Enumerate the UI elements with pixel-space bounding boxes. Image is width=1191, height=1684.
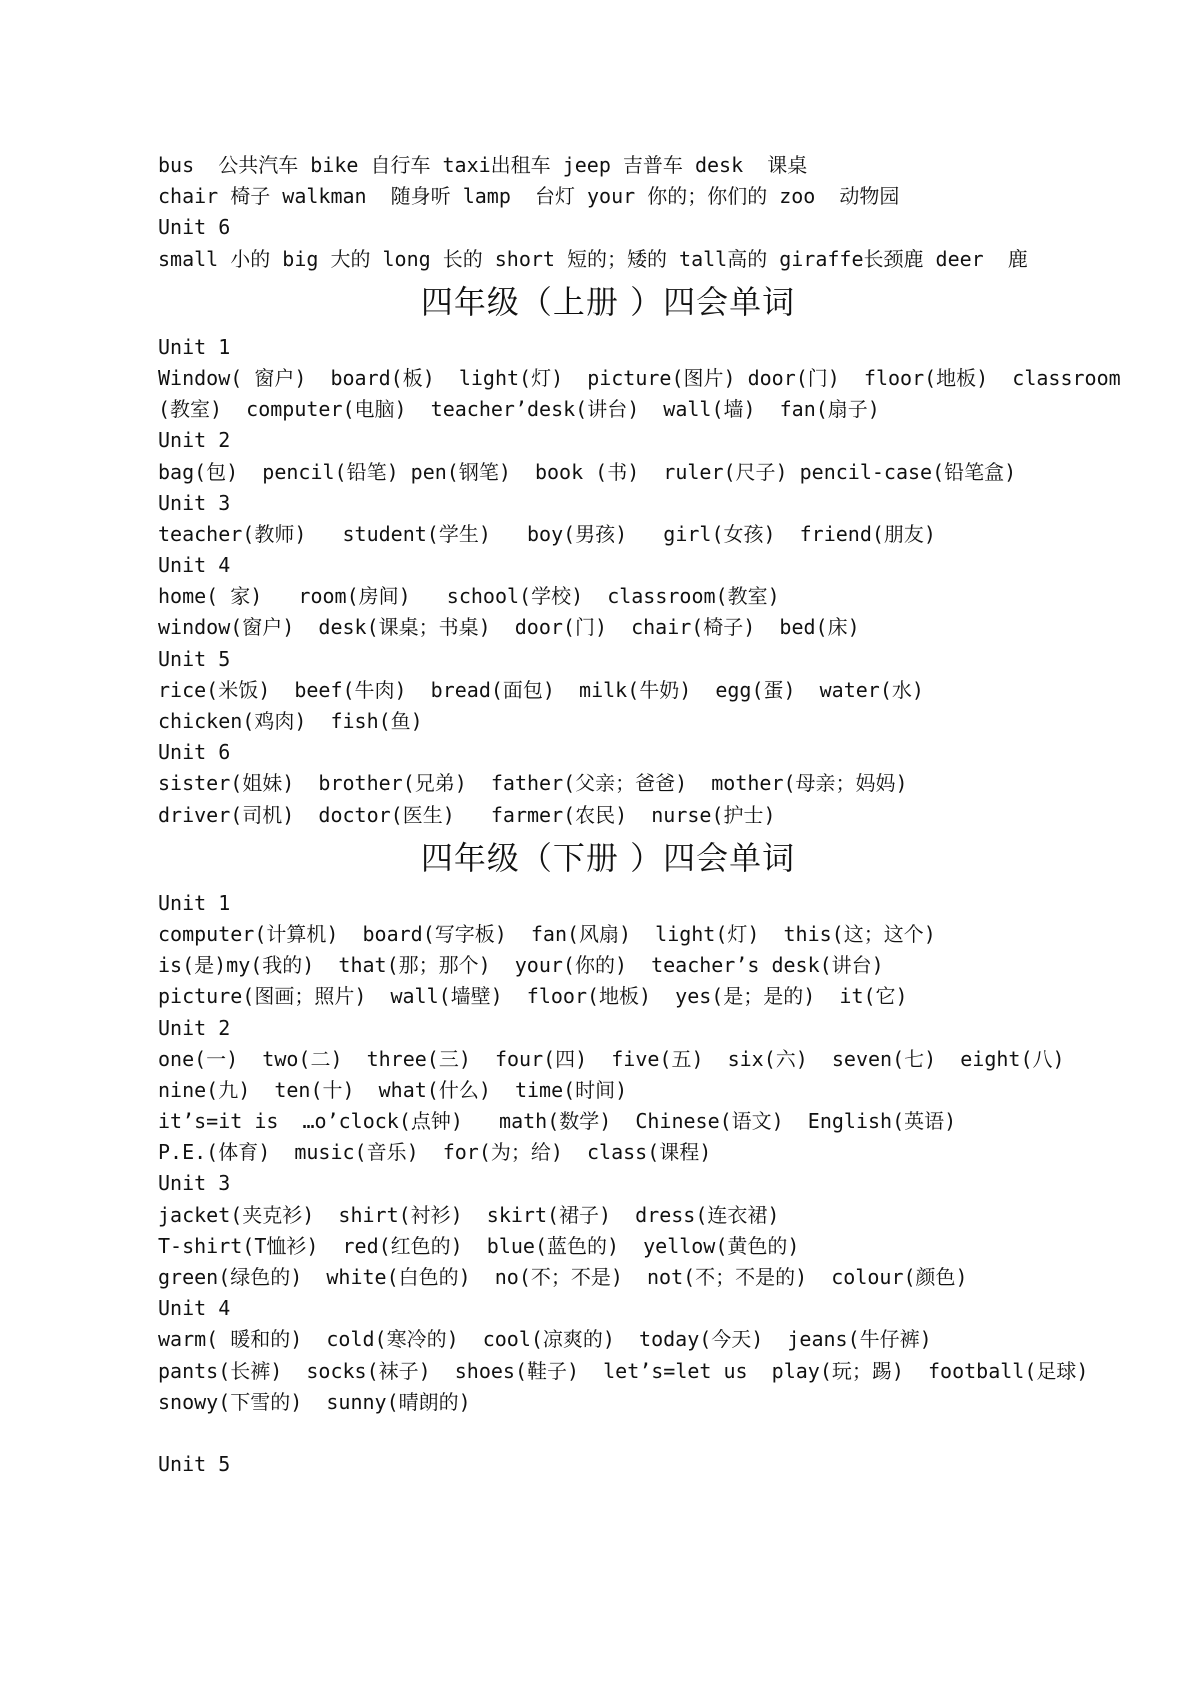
text-line: driver(司机) doctor(医生) farmer(农民) nurse(护士) [158,802,776,827]
intro-block [158,150,1058,275]
text-line: T-shirt(T恤衫) red(红色的) blue(蓝色的) yellow(黄色的) [158,1233,800,1258]
text-line: chicken(鸡肉) fish(鱼) [158,709,423,733]
unit-label: Unit 1 [158,334,231,359]
text-line: sister(姐妹) brother(兄弟) father(父亲；爸爸) mother(母亲；妈妈) [158,771,908,796]
text-line: window(窗户) desk(课桌；书桌) door(门) chair(椅子) bed(床) [158,615,860,640]
text-line: is(是)my(我的) that(那；那个) your(你的) teacher’s desk(讲台) [158,953,884,978]
unit-label: Unit 6 [158,215,231,240]
text-line: P.E.(体育) music(音乐) for(为；给) class(课程) [158,1140,712,1165]
unit-label: Unit 4 [158,553,231,578]
text-line: snowy(下雪的) sunny(晴朗的) [158,1389,471,1414]
text-line: (教室) computer(电脑) teacher’desk(讲台) wall(墙) fan(扇子) [158,397,880,422]
unit-label: Unit 1 [158,890,231,915]
text-line: nine(九) ten(十) what(什么) time(时间) [158,1077,628,1102]
text-line: picture(图画；照片) wall(墙壁) floor(地板) yes(是；是的) it(它) [158,984,908,1009]
unit-label: Unit 2 [158,1015,231,1040]
text-line: computer(计算机) board(写字板) fan(风扇) light(灯) this(这；这个) [158,921,936,946]
text-line: rice(米饭) beef(牛肉) bread(面包) milk(牛奶) egg(蛋) water(水) [158,677,924,702]
text-line: warm( 暖和的) cold(寒冷的) cool(凉爽的) today(今天) jeans(牛仔裤) [158,1327,932,1352]
unit-label: Unit 2 [158,428,231,453]
text-line: home( 家) room(房间) school(学校) classroom(教室) [158,584,780,609]
text-line: bag(包) pencil(铅笔) pen(钢笔) book (书) ruler(尺子) pencil-case(铅笔盒) [158,459,1017,484]
section-heading: 四年级（上册 ）四会单词 [420,282,796,321]
text-line: pants(长裤) socks(袜子) shoes(鞋子) let’s=let us play(玩；踢) football(足球) [158,1358,1089,1383]
text-line: bus 公共汽车 bike 自行车 taxi出租车 jeep 吉普车 desk 课桌 [158,153,808,177]
unit-label: Unit 3 [158,1171,231,1196]
section-heading: 四年级（下册 ）四会单词 [420,838,796,877]
text-line: one(一) two(二) three(三) four(四) five(五) six(六) seven(七) eight(八) [158,1046,1065,1071]
text-line: green(绿色的) white(白色的) no(不；不是) not(不；不是的) colour(颜色) [158,1265,968,1289]
text-line: Window( 窗户) board(板) light(灯) picture(图片) door(门) floor(地板) classroom [158,365,1121,390]
text-line: jacket(夹克衫) shirt(衬衫) skirt(裙子) dress(连衣裙) [158,1202,780,1227]
unit-label: Unit 5 [158,1452,231,1477]
text-line: teacher(教师) student(学生) boy(男孩) girl(女孩) friend(朋友) [158,521,936,546]
text-line: it’s=it is …o’clock(点钟) math(数学) Chinese(语文) English(英语) [158,1109,957,1134]
text-line: chair 椅子 walkman 随身听 lamp 台灯 your 你的；你们的 zoo 动物园 [158,184,900,209]
text-line: small 小的 big 大的 long 长的 short 短的；矮的 tall高的 giraffe长颈鹿 deer 鹿 [158,246,1028,271]
unit-label: Unit 3 [158,490,231,515]
unit-label: Unit 5 [158,646,231,671]
section-grade4-lower [158,834,1089,1481]
document-page [158,150,1121,1480]
unit-label: Unit 4 [158,1296,231,1321]
section-grade4-upper [158,278,1121,831]
unit-label: Unit 6 [158,740,231,765]
blank-line [158,1418,1058,1449]
